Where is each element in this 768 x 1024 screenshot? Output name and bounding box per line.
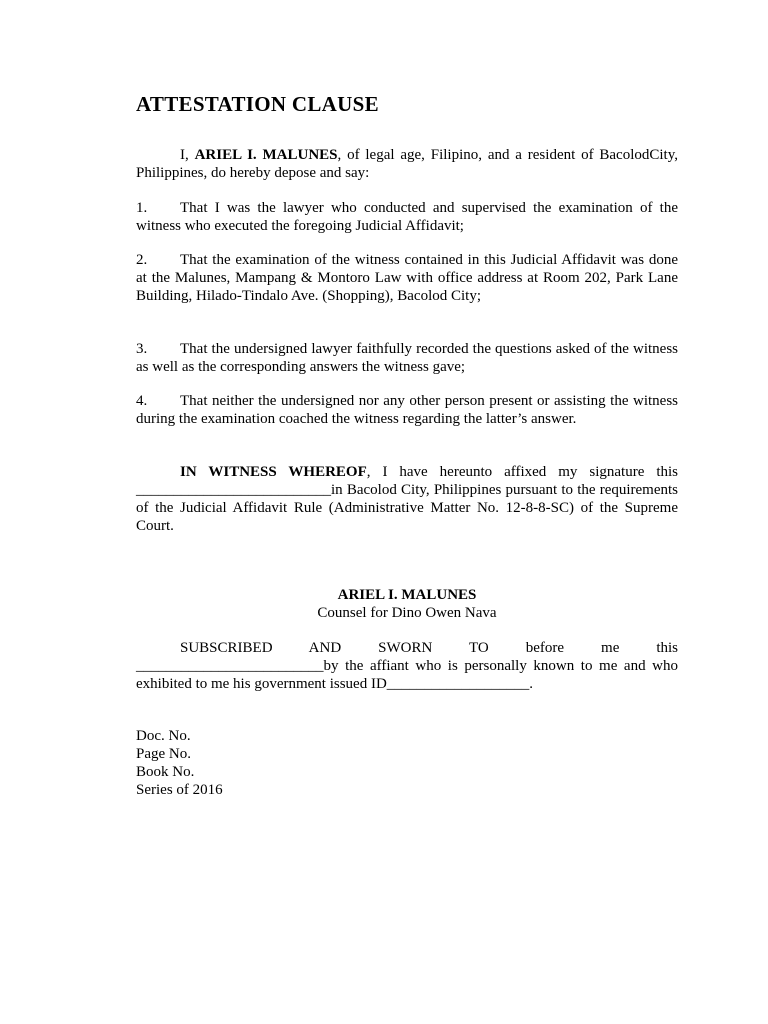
witness-text: , I have hereunto affixed my signature this __________________________in Bacolod City, Philippines pursuant to the requirements of the Judicial Affidavit Rule (Administrative Matter No. 12-8-8-SC) of the Supreme Court. (136, 464, 678, 534)
item-4 (136, 392, 678, 428)
jurat-paragraph: SUBSCRIBED AND SWORN TO before me this _________________________by the affiant who is personally known to me and who exhibited to me his government issued ID___________________. (136, 640, 678, 692)
doc-no: Doc. No. (136, 728, 191, 744)
item-3-text: That the undersigned lawyer faithfully recorded the questions asked of the witness as well as the corresponding answers the witness gave; (136, 341, 678, 375)
item-3-number: 3. (136, 341, 148, 357)
book-no: Book No. (136, 764, 195, 780)
item-2-number: 2. (136, 252, 148, 268)
item-1 (136, 199, 678, 235)
witness-paragraph (136, 463, 678, 535)
item-2-text: That the examination of the witness contained in this Judicial Affidavit was done at the Malunes, Mampang & Montoro Law with office address at Room 202, Park Lane Building, Hilado-Tindalo Ave. (Shopping), Bacolod City; (136, 252, 678, 304)
intro-paragraph (136, 146, 678, 182)
page-no: Page No. (136, 746, 191, 762)
notarial-block (136, 727, 223, 799)
item-4-number: 4. (136, 393, 148, 409)
item-3 (136, 340, 678, 376)
item-1-number: 1. (136, 200, 148, 216)
item-2 (136, 251, 678, 305)
item-4-text: That neither the undersigned nor any other person present or assisting the witness during the examination coached the witness regarding the latter’s answer. (136, 393, 678, 427)
intro-prefix: I, (180, 147, 195, 163)
signatory-role: Counsel for Dino Owen Nava (317, 605, 497, 621)
affiant-name: ARIEL I. MALUNES (194, 147, 338, 163)
intro-text: , of legal age, Filipino, and a resident of BacolodCity, Philippines, do hereby depose and say: (136, 147, 679, 181)
witness-lead: IN WITNESS WHEREOF (180, 464, 367, 480)
document-title: ATTESTATION CLAUSE (136, 92, 379, 116)
item-1-text: That I was the lawyer who conducted and supervised the examination of the witness who executed the foregoing Judicial Affidavit; (136, 200, 678, 234)
series: Series of 2016 (136, 782, 223, 798)
signatory-name: ARIEL I. MALUNES (337, 587, 477, 603)
